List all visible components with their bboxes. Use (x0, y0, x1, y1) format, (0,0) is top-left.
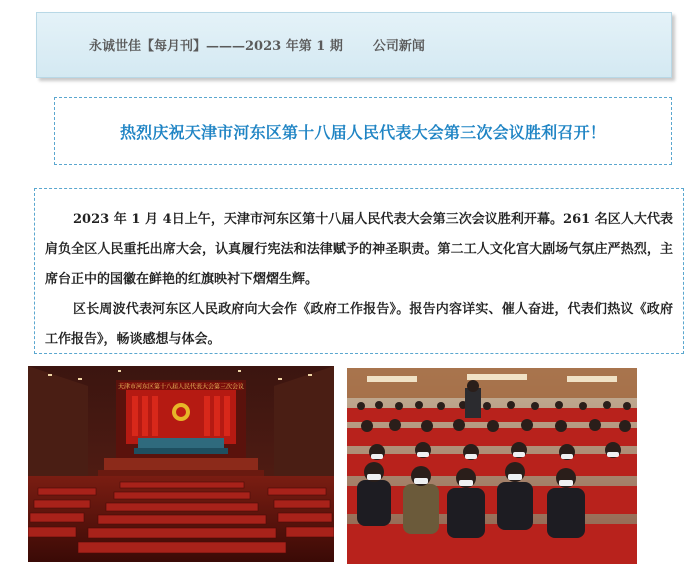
header-line (89, 35, 425, 54)
article-box (34, 188, 684, 354)
header-banner (36, 12, 672, 78)
issue-number: ———2023 年第 1 期 (206, 39, 343, 54)
headline-box (54, 97, 672, 165)
article-paragraph-2: 区长周波代表河东区人民政府向大会作《政府工作报告》。报告内容详实、催人奋进，代表们热议《政府工作报告》，畅谈感想与体会。 (45, 302, 673, 347)
headline: 热烈庆祝天津市河东区第十八届人民代表大会第三次会议胜利召开！ (119, 122, 606, 142)
hall-banner-text: 天津市河东区第十八届人民代表大会第三次会议 (117, 383, 245, 391)
assembly-hall-photo (28, 366, 334, 562)
audience-photo (347, 368, 637, 564)
section-label: 公司新闻 (372, 39, 425, 54)
article-paragraph-1: 2023 年 1 月 4日上午，天津市河东区第十八届人民代表大会第三次会议胜利开幕。261 名区人大代表肩负全区人民重托出席大会，认真履行宪法和法律赋予的神圣职责。第二工人文化宫大剧场气氛庄严热烈，主席台正中的国徽在鲜艳的红旗映衬下熠熠生辉。 (45, 212, 673, 287)
publication-name: 永诚世佳【每月刊】 (89, 39, 207, 54)
